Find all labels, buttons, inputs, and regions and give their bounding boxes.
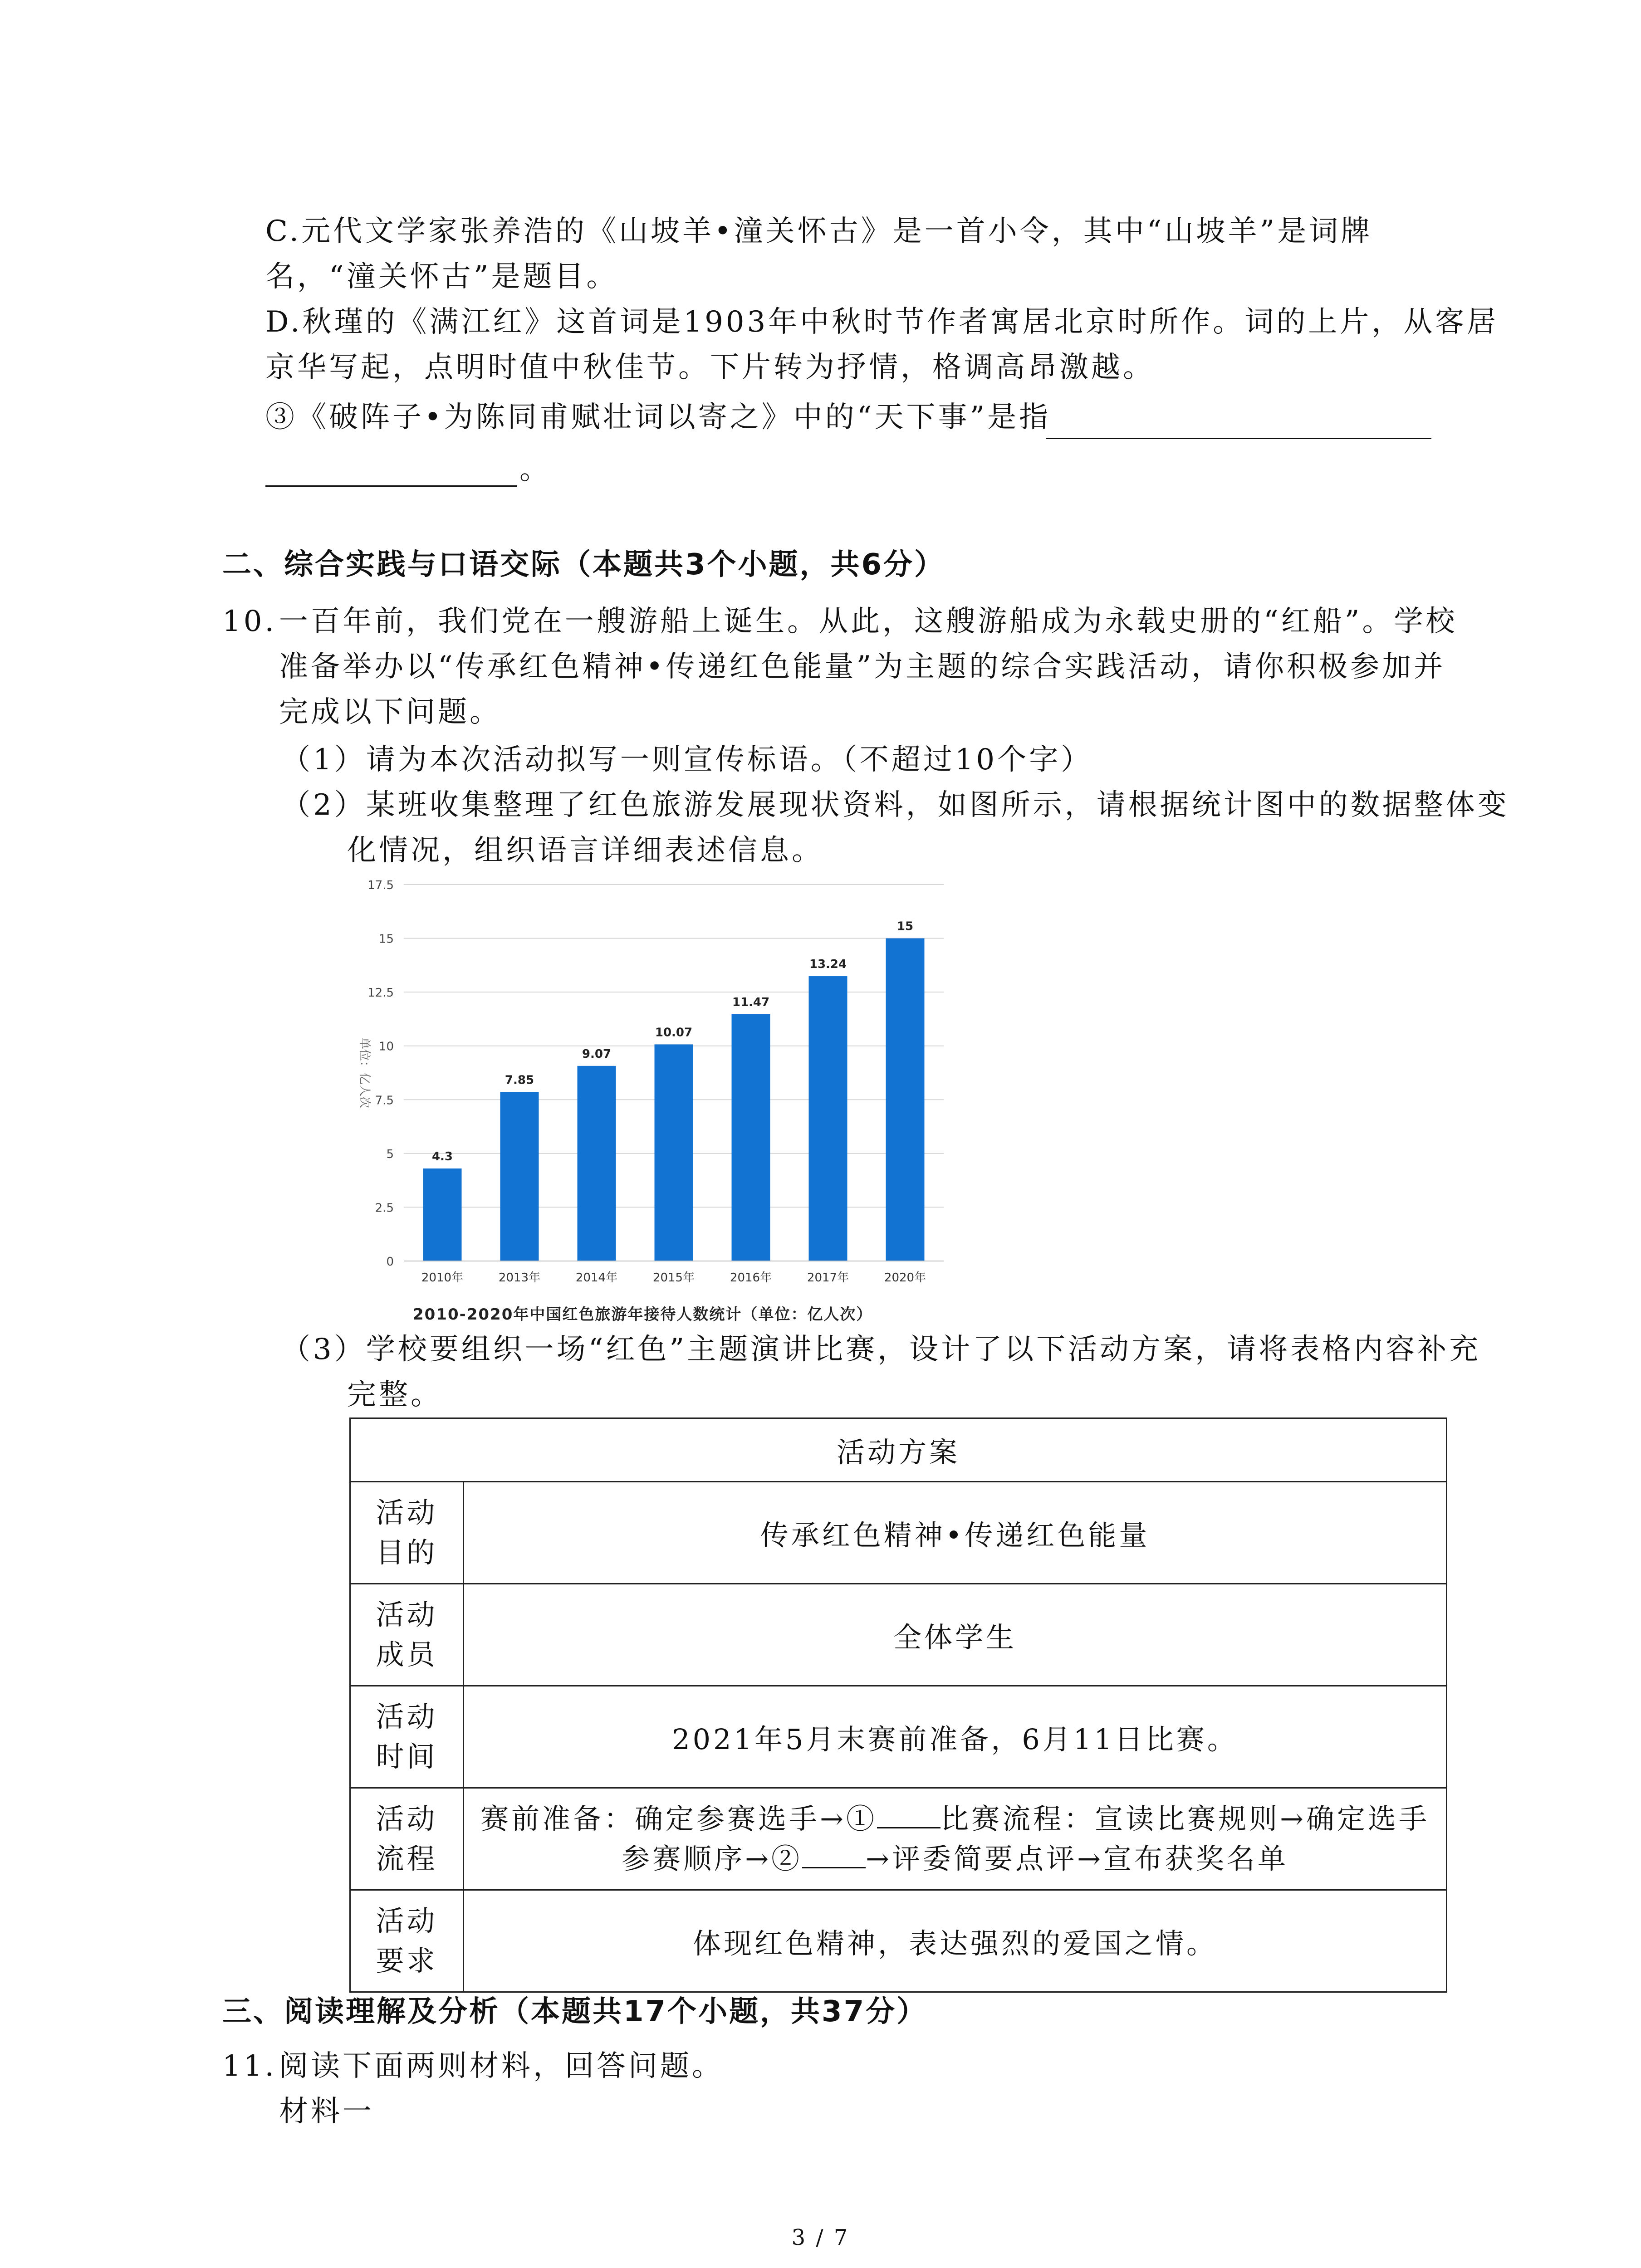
bar-value-label: 15 [896,919,914,934]
row-content: 体现红色精神，表达强烈的爱国之情。 [464,1890,1447,1992]
part-2-line2: 化情况，组织语言详细表述信息。 [347,834,823,867]
x-tick-label: 2020年 [884,1271,926,1285]
y-tick-label: 7.5 [375,1094,394,1108]
bar [423,1168,462,1261]
table-row [350,1482,1447,1584]
row-content: 全体学生 [464,1584,1447,1686]
row-content-flow: 赛前准备：确定参赛选手→① 比赛流程：宣读比赛规则→确定选手 参赛顺序→② →评委简要点评→宣布获奖名单 [464,1788,1447,1890]
question-10-line3: 完成以下问题。 [279,695,501,729]
chart-title: 2010-2020年中国红色旅游年接待人数统计（单位：亿人次） [413,1305,873,1324]
question-11-number: 11. [222,2049,277,2083]
material-1-label: 材料一 [279,2095,374,2128]
bar [578,1066,616,1261]
bar-value-label: 13.24 [809,958,847,972]
y-tick-label: 5 [386,1147,394,1161]
question-10-line1: 一百年前，我们党在一艘游船上诞生。从此，这艘游船成为永载史册的“红船”。学校 [279,605,1458,638]
option-d-line1: D.秋瑾的《满江红》这首词是1903年中秋时节作者寓居北京时所作。词的上片，从客居 [265,305,1499,339]
question-3-end: 。 [519,453,551,486]
part-3-line1: （3）学校要组织一场“红色”主题演讲比赛，设计了以下活动方案，请将表格内容补充 [281,1333,1481,1366]
page-number: 3 / 7 [791,2225,850,2250]
bar-value-label: 9.07 [582,1047,612,1061]
flow-blank-2[interactable] [802,1849,866,1868]
x-tick-label: 2014年 [575,1271,618,1285]
y-tick-label: 2.5 [375,1201,394,1215]
x-tick-label: 2017年 [807,1271,849,1285]
row-label: 活动 目的 [350,1482,464,1584]
part-1: （1）请为本次活动拟写一则宣传标语。（不超过10个字） [281,743,1093,777]
answer-blank-2[interactable] [265,458,517,487]
option-c-line2: 名，“潼关怀古”是题目。 [265,260,618,293]
row-label: 活动 成员 [350,1584,464,1686]
question-3-line: ③《破阵子•为陈同甫赋壮词以寄之》中的“天下事”是指 [265,401,1051,434]
table-row [350,1890,1447,1992]
table-header: 活动方案 [350,1418,1447,1482]
option-c-line1: C.元代文学家张养浩的《山坡羊•潼关怀古》是一首小令，其中“山坡羊”是词牌 [265,215,1373,248]
x-tick-label: 2016年 [730,1271,772,1285]
row-content: 传承红色精神•传递红色能量 [464,1482,1447,1584]
activity-plan-table [349,1418,1447,1993]
row-content: 2021年5月末赛前准备，6月11日比赛。 [464,1686,1447,1788]
bar-chart-svg [349,875,966,1302]
bar-value-label: 10.07 [655,1026,693,1040]
x-tick-label: 2015年 [652,1271,695,1285]
question-10-number: 10. [222,605,277,638]
bar-chart [349,875,966,1329]
table-row [350,1584,1447,1686]
answer-blank-1[interactable] [1046,411,1431,439]
bar-value-label: 11.47 [732,995,770,1009]
bar [809,976,847,1261]
y-tick-label: 17.5 [367,879,394,892]
option-d-line2: 京华写起，点明时值中秋佳节。下片转为抒情，格调高昂激越。 [265,351,1155,384]
section-3-heading: 三、阅读理解及分析（本题共17个小题，共37分） [222,1995,928,2028]
part-2-line1: （2）某班收集整理了红色旅游发展现状资料，如图所示，请根据统计图中的数据整体变 [281,788,1509,822]
bar [655,1044,693,1261]
y-axis-label: 单位：亿人次 [358,1037,371,1109]
part-3-line2: 完整。 [347,1378,442,1412]
y-tick-label: 15 [378,932,394,946]
bar [886,938,925,1261]
question-10-line2: 准备举办以“传承红色精神•传递红色能量”为主题的综合实践活动，请你积极参加并 [279,650,1446,684]
table-row [350,1686,1447,1788]
y-tick-label: 12.5 [367,986,394,1000]
y-tick-label: 10 [378,1040,394,1054]
y-tick-label: 0 [386,1255,394,1269]
bar-value-label: 7.85 [505,1073,534,1087]
flow-blank-1[interactable] [877,1809,941,1828]
x-tick-label: 2010年 [421,1271,464,1285]
bar [732,1014,770,1261]
section-2-heading: 二、综合实践与口语交际（本题共3个小题，共6分） [222,548,945,582]
question-11-text: 阅读下面两则材料，回答问题。 [279,2049,724,2083]
table-row [350,1788,1447,1890]
x-tick-label: 2013年 [498,1271,541,1285]
row-label: 活动 要求 [350,1890,464,1992]
bar [500,1092,539,1261]
row-label: 活动 时间 [350,1686,464,1788]
row-label: 活动 流程 [350,1788,464,1890]
bar-value-label: 4.3 [431,1150,453,1164]
